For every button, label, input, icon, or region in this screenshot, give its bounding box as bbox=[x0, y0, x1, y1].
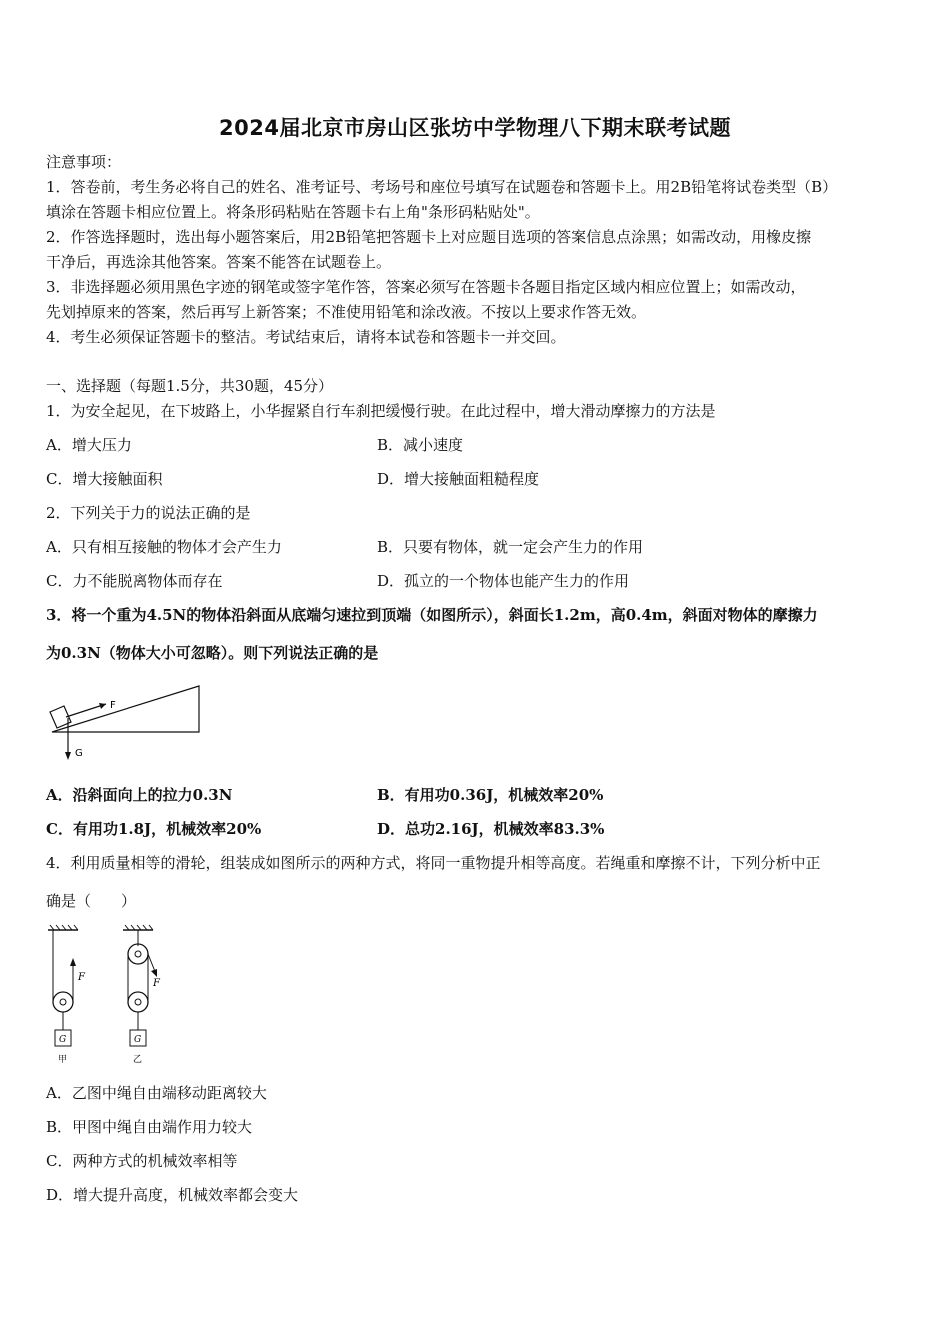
q1-stem: 1．为安全起见，在下坡路上，小华握紧自行车刹把缓慢行驶。在此过程中，增大滑动摩擦力的方法是 bbox=[46, 402, 716, 420]
pulley-jia-label: 甲 bbox=[58, 1055, 68, 1065]
q4-stem-line-1: 4．利用质量相等的滑轮，组装成如图所示的两种方式，将同一重物提升相等高度。若绳重和摩擦不计，下列分析中正 bbox=[46, 854, 821, 872]
pulley-yi-force-label: F bbox=[153, 978, 160, 989]
q3-stem-line-2: 为0.3N（物体大小可忽略）。则下列说法正确的是 bbox=[46, 644, 379, 662]
q3-option-b: B．有用功0.36J，机械效率20% bbox=[377, 786, 604, 804]
notice-line-7: 4．考生必须保证答题卡的整洁。考试结束后，请将本试卷和答题卡一并交回。 bbox=[46, 328, 566, 346]
q1-option-b: B．减小速度 bbox=[377, 436, 464, 454]
q2-option-b: B．只要有物体，就一定会产生力的作用 bbox=[377, 538, 644, 556]
notice-line-6: 先划掉原来的答案，然后再写上新答案；不准使用铅笔和涂改液。不按以上要求作答无效。 bbox=[46, 303, 647, 321]
q1-option-c: C．增大接触面积 bbox=[46, 470, 163, 488]
section-heading: 一、选择题（每题1.5分，共30题，45分） bbox=[46, 377, 334, 395]
q4-stem-line-2: 确是（ ） bbox=[46, 892, 137, 910]
q2-option-d: D．孤立的一个物体也能产生力的作用 bbox=[377, 572, 630, 590]
q2-stem: 2．下列关于力的说法正确的是 bbox=[46, 504, 251, 522]
pulley-yi-weight-label: G bbox=[134, 1035, 142, 1045]
pulley-yi-label: 乙 bbox=[133, 1055, 143, 1065]
incline-gravity-label: G bbox=[75, 748, 83, 759]
q4-option-a: A．乙图中绳自由端移动距离较大 bbox=[46, 1084, 267, 1102]
pulley-figure bbox=[38, 924, 178, 1070]
incline-force-label: F bbox=[110, 700, 116, 711]
notice-line-1: 1．答卷前，考生务必将自己的姓名、准考证号、考场号和座位号填写在试题卷和答题卡上。用2B铅笔将试卷类型（B） bbox=[46, 178, 838, 196]
pulley-jia-weight-label: G bbox=[59, 1035, 67, 1045]
pulley-jia-force-label: F bbox=[78, 972, 85, 983]
notice-line-4: 干净后，再选涂其他答案。答案不能答在试题卷上。 bbox=[46, 253, 392, 271]
q3-option-d: D．总功2.16J，机械效率83.3% bbox=[377, 820, 605, 838]
page-title: 2024届北京市房山区张坊中学物理八下期末联考试题 bbox=[219, 116, 731, 140]
notice-line-3: 2．作答选择题时，选出每小题答案后，用2B铅笔把答题卡上对应题目选项的答案信息点涂黑；如需改动，用橡皮擦 bbox=[46, 228, 812, 246]
q4-option-b: B．甲图中绳自由端作用力较大 bbox=[46, 1118, 253, 1136]
q2-option-c: C．力不能脱离物体而存在 bbox=[46, 572, 223, 590]
incline-figure bbox=[44, 682, 209, 762]
q1-option-a: A．增大压力 bbox=[46, 436, 132, 454]
notice-line-5: 3．非选择题必须用黑色字迹的钢笔或签字笔作答，答案必须写在答题卡各题目指定区域内相应位置上；如需改动， bbox=[46, 278, 806, 296]
q2-option-a: A．只有相互接触的物体才会产生力 bbox=[46, 538, 282, 556]
q3-option-c: C．有用功1.8J，机械效率20% bbox=[46, 820, 262, 838]
q4-option-c: C．两种方式的机械效率相等 bbox=[46, 1152, 238, 1170]
notice-heading: 注意事项： bbox=[46, 153, 122, 171]
q3-option-a: A．沿斜面向上的拉力0.3N bbox=[46, 786, 233, 804]
notice-line-2: 填涂在答题卡相应位置上。将条形码粘贴在答题卡右上角"条形码粘贴处"。 bbox=[46, 203, 540, 221]
q3-stem-line-1: 3．将一个重为4.5N的物体沿斜面从底端匀速拉到顶端（如图所示），斜面长1.2m，高0.4m，斜面对物体的摩擦力 bbox=[46, 606, 818, 624]
q4-option-d: D．增大提升高度，机械效率都会变大 bbox=[46, 1186, 299, 1204]
q1-option-d: D．增大接触面粗糙程度 bbox=[377, 470, 540, 488]
